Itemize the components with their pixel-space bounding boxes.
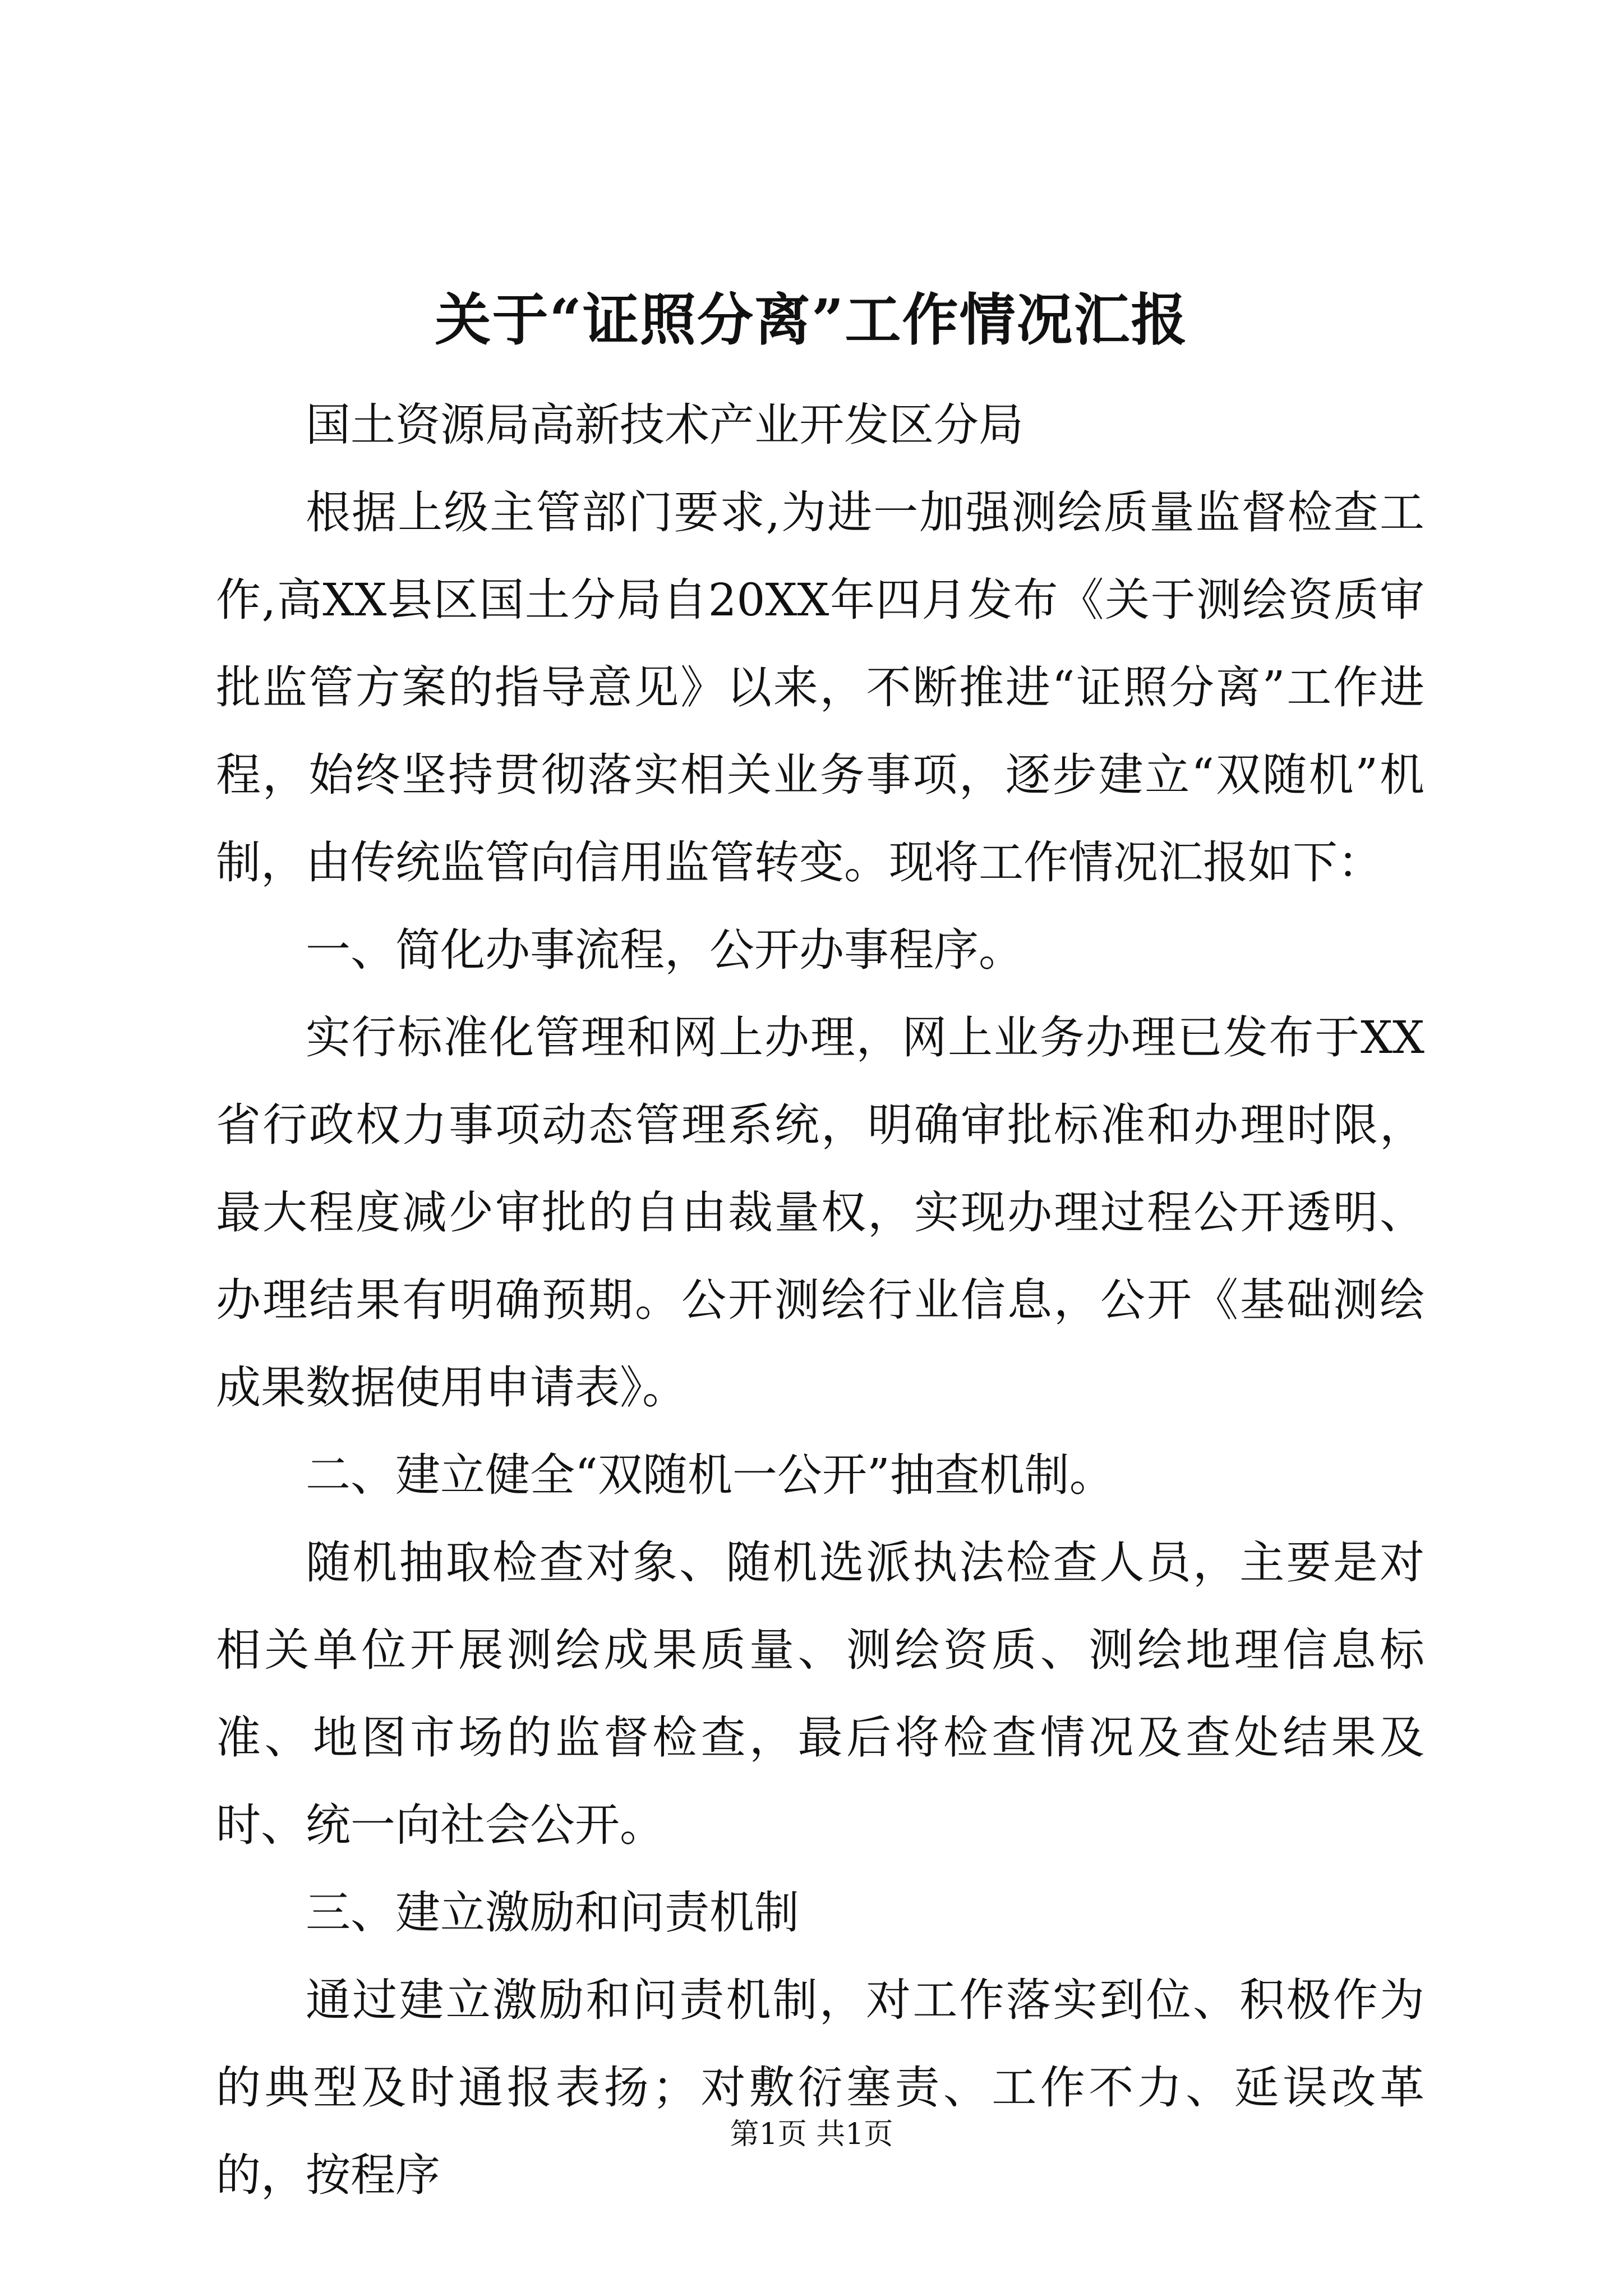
- paragraph-section-1: 实行标准化管理和网上办理，网上业务办理已发布于XX省行政权力事项动态管理系统，明确审批标准和办理时限，最大程度减少审批的自由裁量权，实现办理过程公开透明、办理结果有明确预期。公开测绘行业信息，公开《基础测绘成果数据使用申请表》。: [216, 1011, 1424, 1414]
- document-body: [216, 381, 1424, 2219]
- section-heading-1: 一、简化办事流程，公开办事程序。: [306, 924, 1023, 976]
- section-heading-2: 二、建立健全“双随机一公开”抽查机制。: [306, 1449, 1114, 1501]
- author-line: 国土资源局高新技术产业开发区分局: [306, 399, 1023, 451]
- paragraph-section-3: 通过建立激励和问责机制，对工作落实到位、积极作为的典型及时通报表扬；对敷衍塞责、工作不力、延误改革的，按程序: [216, 1974, 1424, 2201]
- paragraph-section-2: 随机抽取检查对象、随机选派执法检查人员，主要是对相关单位开展测绘成果质量、测绘资质、测绘地理信息标准、地图市场的监督检查，最后将检查情况及查处结果及时、统一向社会公开。: [216, 1536, 1424, 1851]
- document-title: 关于“证照分离”工作情况汇报: [435, 287, 1188, 353]
- page-number-footer: 第1页 共1页: [730, 2118, 893, 2151]
- paragraph-intro: 根据上级主管部门要求,为进一加强测绘质量监督检查工作,高XX县区国土分局自20XX年四月发布《关于测绘资质审批监管方案的指导意见》以来，不断推进“证照分离”工作进程，始终坚持贯彻落实相关业务事项，逐步建立“双随机”机制，由传统监管向信用监管转变。现将工作情况汇报如下：: [216, 486, 1424, 889]
- section-heading-3: 三、建立激励和问责机制: [306, 1887, 799, 1939]
